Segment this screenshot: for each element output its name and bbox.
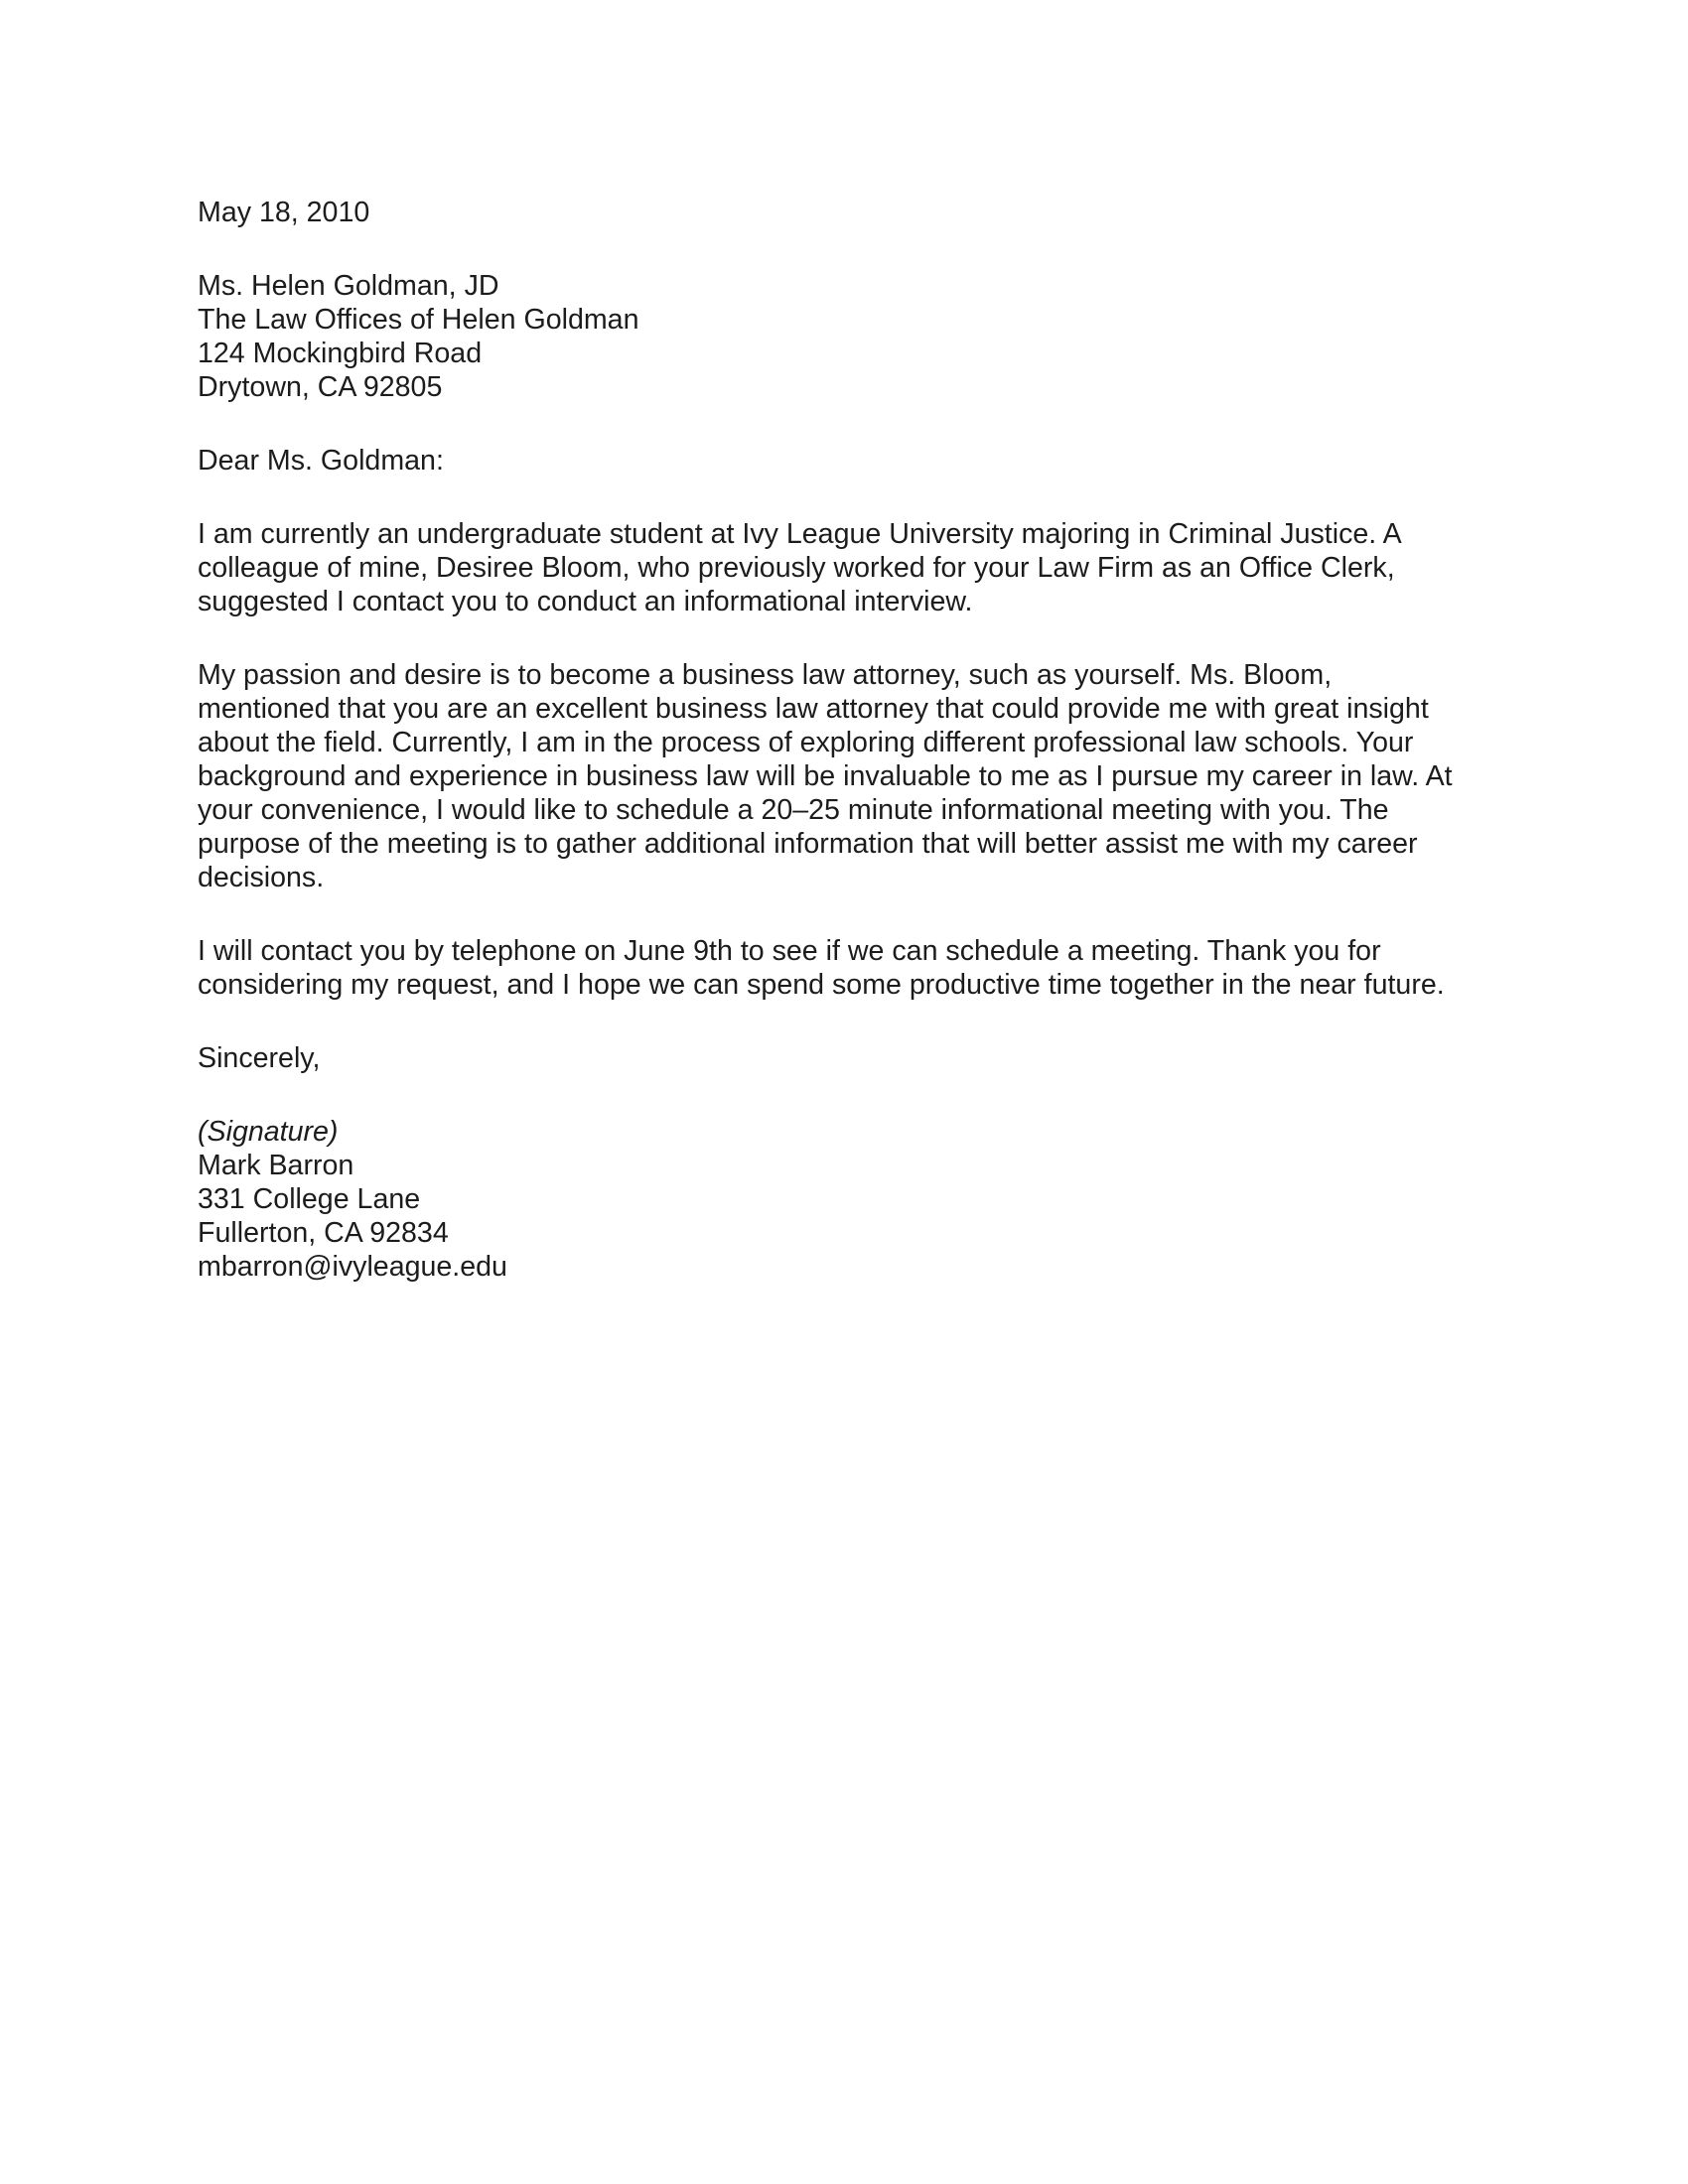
paragraph-line: background and experience in business law will be invaluable to me as I pursue my career in law. At	[198, 760, 1453, 792]
paragraph-line: decisions.	[198, 862, 325, 893]
recipient-city-state-zip: Drytown, CA 92805	[198, 371, 443, 403]
paragraph-line: about the field. Currently, I am in the process of exploring different professional law schools. Your	[198, 727, 1414, 758]
paragraph-line: your convenience, I would like to schedule a 20–25 minute informational meeting with you. The	[198, 794, 1389, 826]
paragraph-line: considering my request, and I hope we can spend some productive time together in the near future.	[198, 969, 1445, 1001]
paragraph-line: mentioned that you are an excellent business law attorney that could provide me with great insight	[198, 693, 1429, 725]
sender-email: mbarron@ivyleague.edu	[198, 1251, 507, 1283]
paragraph-line: suggested I contact you to conduct an informational interview.	[198, 586, 973, 617]
paragraph-line: colleague of mine, Desiree Bloom, who previously worked for your Law Firm as an Office Clerk,	[198, 552, 1395, 584]
recipient-name: Ms. Helen Goldman, JD	[198, 270, 499, 302]
letter-body	[198, 196, 1508, 1284]
sender-name: Mark Barron	[198, 1150, 354, 1181]
recipient-street: 124 Mockingbird Road	[198, 338, 483, 369]
salutation: Dear Ms. Goldman:	[198, 445, 444, 477]
paragraph-line: purpose of the meeting is to gather additional information that will better assist me with my career	[198, 828, 1418, 860]
letter-date: May 18, 2010	[198, 197, 370, 228]
body-paragraph-3	[198, 934, 1508, 1002]
signature-placeholder: (Signature)	[198, 1116, 339, 1148]
recipient-address-block	[198, 269, 1508, 404]
sender-city-state-zip: Fullerton, CA 92834	[198, 1217, 449, 1249]
recipient-firm: The Law Offices of Helen Goldman	[198, 304, 639, 336]
paragraph-line: I am currently an undergraduate student at Ivy League University majoring in Criminal Justice. A	[198, 518, 1402, 550]
body-paragraph-2	[198, 658, 1508, 894]
paragraph-line: My passion and desire is to become a business law attorney, such as yourself. Ms. Bloom,	[198, 659, 1333, 691]
closing: Sincerely,	[198, 1042, 321, 1074]
paragraph-line: I will contact you by telephone on June 9th to see if we can schedule a meeting. Thank you for	[198, 935, 1381, 967]
sender-block	[198, 1115, 1508, 1284]
sender-street: 331 College Lane	[198, 1183, 421, 1215]
body-paragraph-1	[198, 517, 1508, 618]
